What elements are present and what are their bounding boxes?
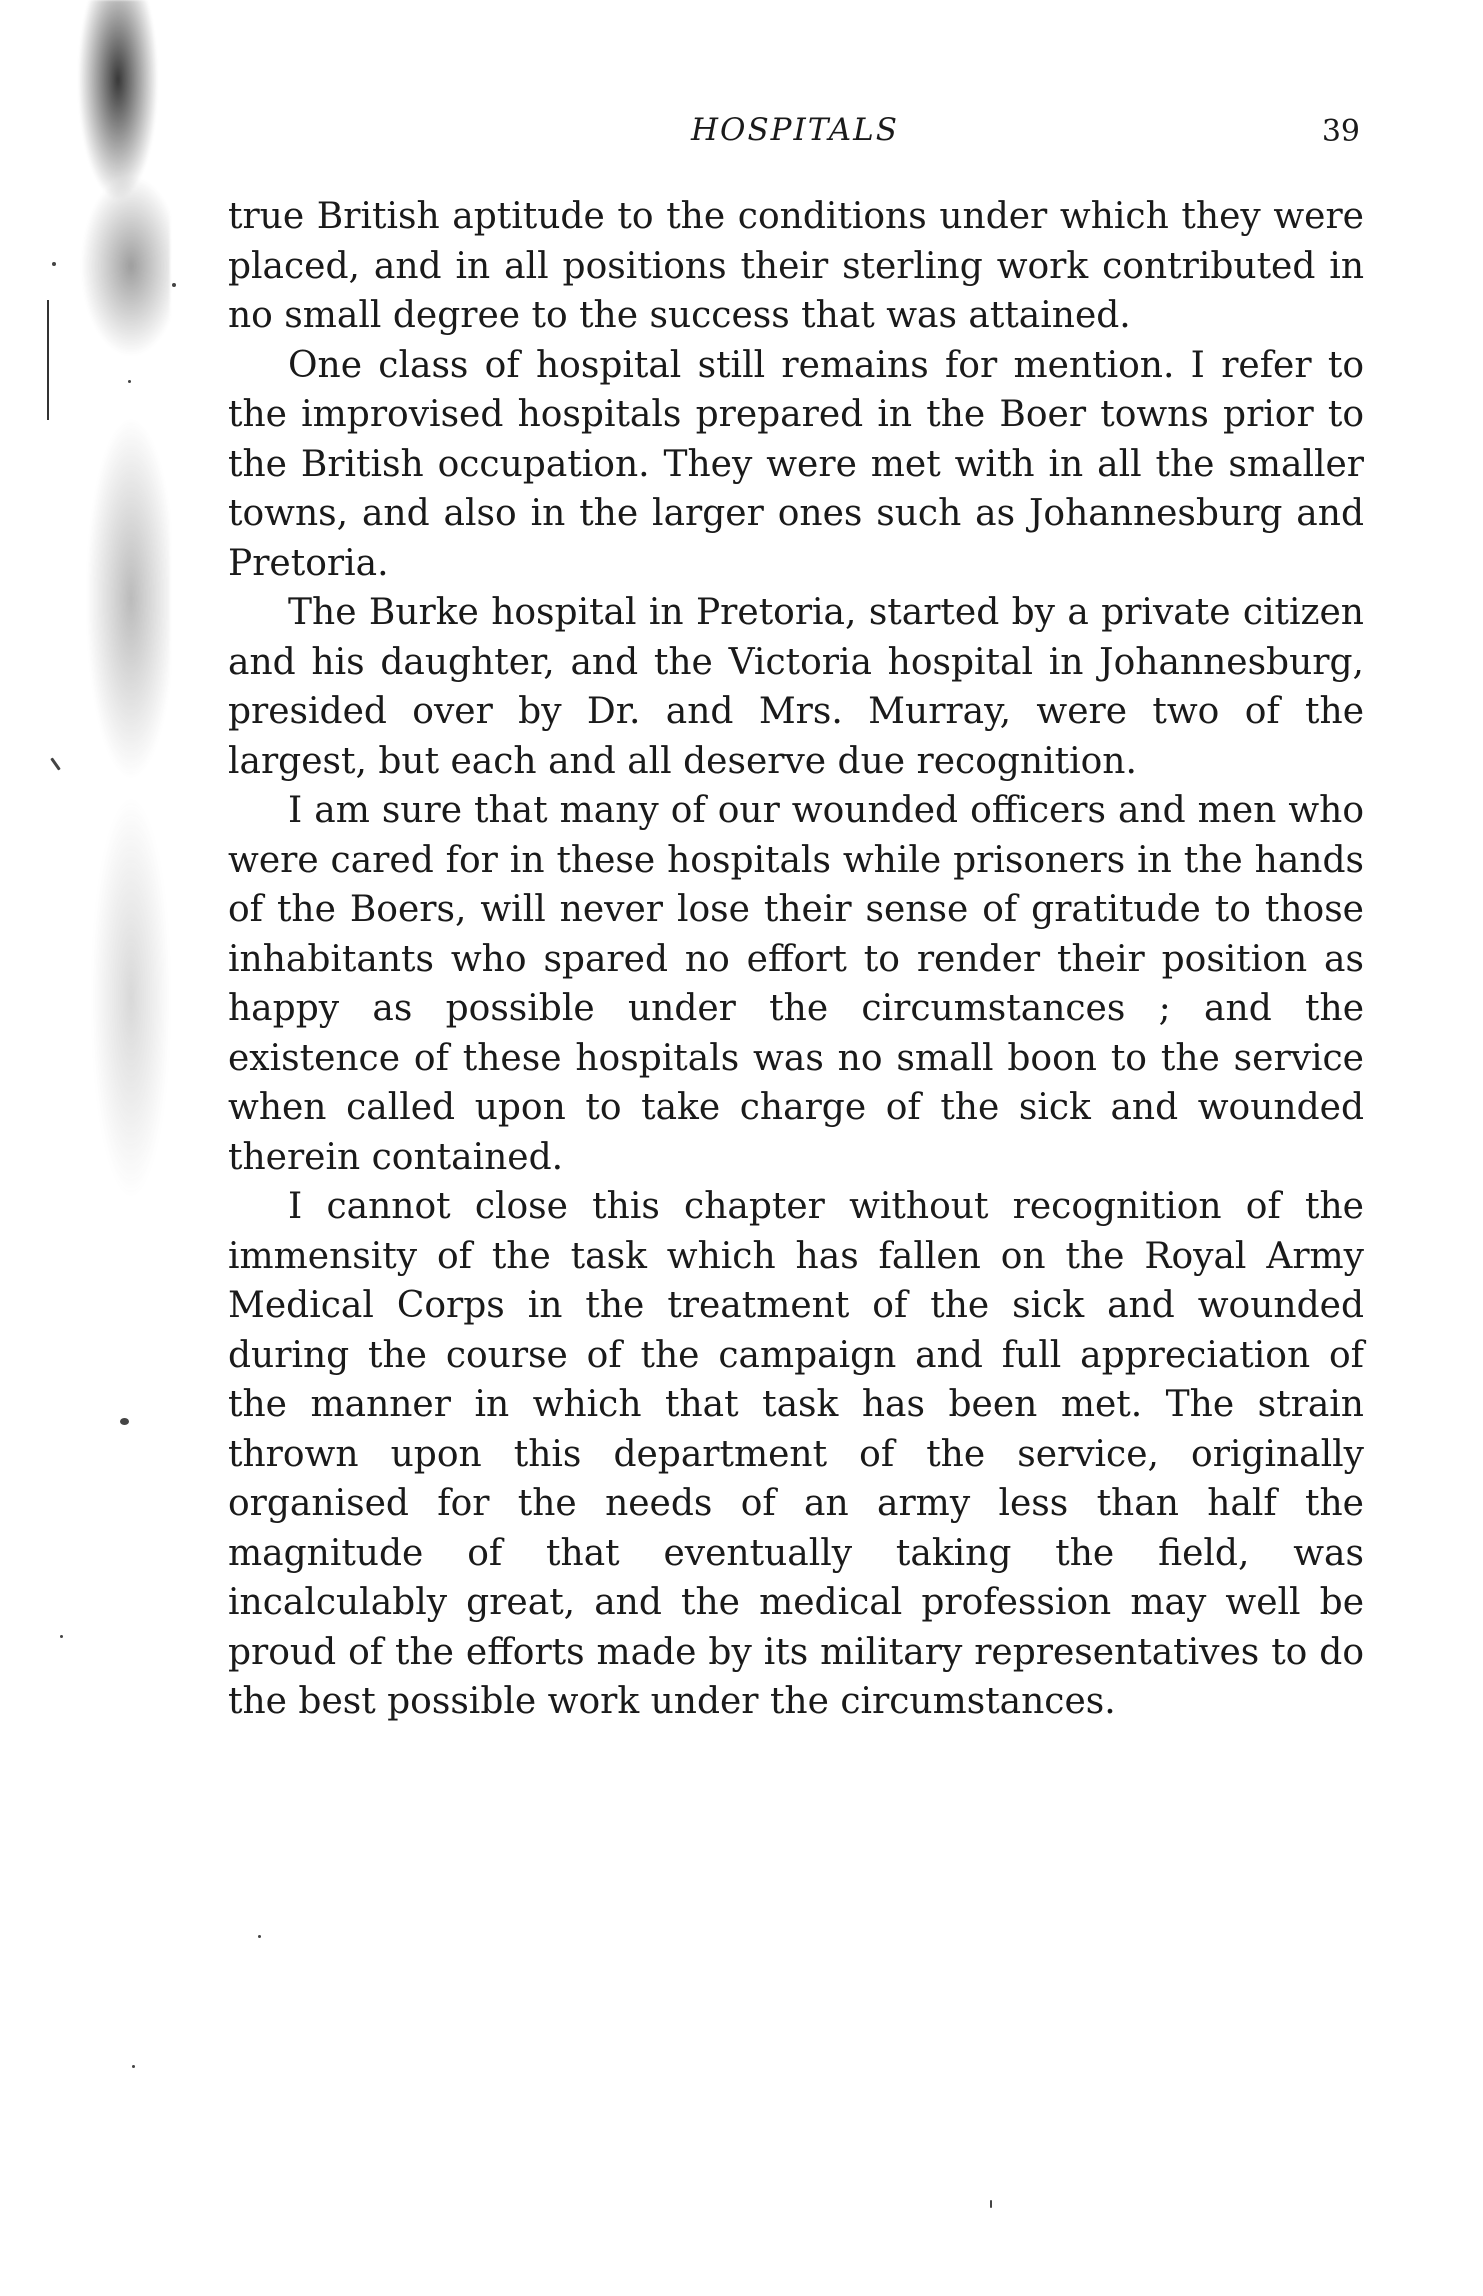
scan-speck — [120, 1418, 129, 1425]
paragraph: true British aptitude to the conditions under which they were placed, and in all positions their sterling work contributed in no small degree to the success that was attained. — [228, 196, 1364, 336]
scan-speck — [132, 2065, 135, 2068]
scan-speck — [258, 1935, 261, 1938]
paragraph: One class of hospital still remains for mention. I refer to the improvised hospitals prepared in the Boer towns prior to the British occupation. They were met with in all the smaller towns, and also in the larger ones such as Johannesburg and Pretoria. — [228, 344, 1364, 584]
scan-speck — [990, 2200, 992, 2208]
paragraph: I am sure that many of our wounded officers and men who were cared for in these hospitals while prisoners in the hands of the Boers, will never lose their sense of gratitude to those inhabitants who spared no effort to render their position as happy as possible under the circumstances ; and the existence of these hospitals was no small boon to the service when called upon to take charge of the sick and wounded therein contained. — [228, 790, 1364, 1178]
body-text — [228, 192, 1364, 1727]
paragraph: The Burke hospital in Pretoria, started by a private citizen and his daughter, and the Victoria hospital in Johannesburg, presided over by Dr. and Mrs. Murray, were two of the largest, but each and all deserve due recognition. — [228, 592, 1364, 782]
binding-shadow — [40, 0, 170, 1330]
page-number: 39 — [1321, 114, 1360, 149]
scan-speck — [128, 380, 131, 383]
scan-speck — [52, 262, 56, 266]
scan-speck — [172, 283, 176, 287]
running-title: HOSPITALS — [691, 112, 899, 148]
scan-artifact-line — [47, 300, 49, 420]
page-header — [230, 112, 1360, 162]
scan-speck — [60, 1635, 63, 1638]
paragraph: I cannot close this chapter without recognition of the immensity of the task which has fallen on the Royal Army Medical Corps in the treatment of the sick and wounded during the course of the campaign and full appreciation of the manner in which that task has been met. The strain thrown upon this department of the service, originally organised for the needs of an army less than half the magnitude of that eventually taking the field, was incalculably great, and the medical profession may well be proud of the efforts made by its military representatives to do the best possible work under the circumstances. — [228, 1186, 1364, 1722]
